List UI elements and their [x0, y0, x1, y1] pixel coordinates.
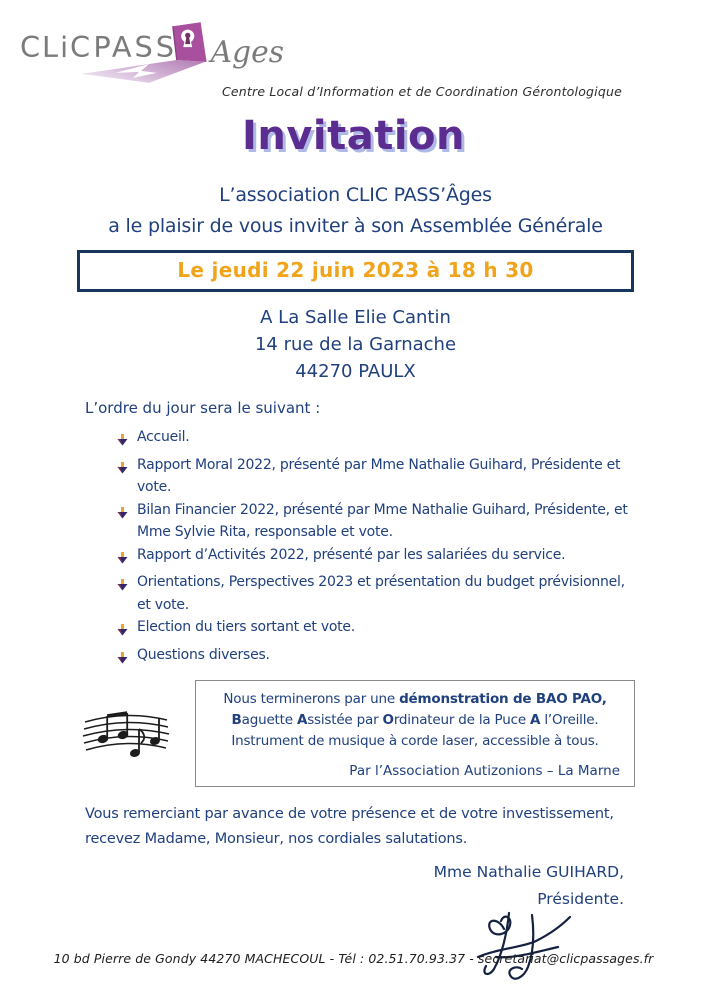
demo-text-segment: A	[530, 712, 541, 728]
agenda-item	[117, 454, 634, 499]
demo-credit: Par l’Association Autizonions – La Marne	[349, 763, 620, 779]
address-line: 14 rue de la Garnache	[254, 334, 457, 355]
demo-text-segment: l’Oreille.	[540, 712, 599, 728]
page-title: Invitation	[241, 113, 466, 159]
agenda-item-text: Bilan Financier 2022, présenté par Mme Nathalie Guihard, Présidente, et Mme Sylvie Rita, responsable et vote.	[137, 501, 628, 540]
agenda-item-text: Election du tiers sortant et vote.	[137, 619, 355, 635]
logo-text-pass: PASS	[93, 30, 178, 65]
agenda-item-text: Accueil.	[137, 429, 190, 445]
down-arrow-bullet-icon	[117, 549, 128, 572]
agenda-item	[117, 644, 634, 672]
demo-text-segment: aguette	[241, 712, 297, 728]
intro-line1: L’association CLIC PASS’Âges	[219, 184, 492, 206]
demo-text-segment: O	[382, 712, 394, 728]
demo-line3: Instrument de musique à corde laser, accessible à tous.	[231, 733, 599, 749]
music-notes-icon	[81, 704, 171, 770]
demo-text-segment: ssistée par	[307, 712, 383, 728]
down-arrow-bullet-icon	[117, 504, 128, 527]
logo-text-ages: Ages	[210, 34, 285, 70]
address-line: A La Salle Elie Cantin	[260, 307, 451, 328]
agenda-list	[77, 426, 634, 671]
letter-body	[77, 180, 634, 1000]
logo-text-clic: CLiC	[19, 30, 93, 65]
demo-text-segment: A	[296, 712, 308, 728]
event-date: Le jeudi 22 juin 2023 à 18 h 30	[177, 258, 534, 282]
date-box	[77, 250, 634, 292]
demo-box	[195, 680, 635, 787]
agenda-item-text: Orientations, Perspectives 2023 et présentation du budget prévisionnel, et vote.	[137, 574, 625, 613]
agenda-item	[117, 571, 634, 616]
demo-text-segment: B	[231, 712, 242, 728]
signature-block	[77, 859, 624, 1000]
intro-line2: a le plaisir de vous inviter à son Assemblée Générale	[108, 215, 603, 237]
down-arrow-bullet-icon	[117, 649, 128, 672]
demo-text-segment: démonstration de BAO PAO,	[399, 691, 607, 707]
agenda-item-text: Rapport d’Activités 2022, présenté par les salariées du service.	[137, 546, 566, 563]
agenda-item	[117, 426, 634, 454]
demo-text-segment: rdinateur de la Puce	[393, 712, 531, 728]
down-arrow-bullet-icon	[117, 621, 128, 644]
demo-line2	[206, 710, 624, 731]
down-arrow-bullet-icon	[117, 576, 128, 599]
demo-line1	[206, 689, 624, 710]
agenda-item	[117, 616, 634, 644]
closing-paragraph: Vous remerciant par avance de votre présence et de votre investissement, recevez Madame, Monsieur, nos cordiales salutations.	[85, 806, 614, 847]
signer-role: Présidente.	[537, 890, 624, 908]
agenda-item	[117, 544, 634, 572]
tagline: Centre Local d’Information et de Coordination Gérontologique	[221, 84, 622, 99]
down-arrow-bullet-icon	[117, 459, 128, 482]
agenda-item-text: Rapport Moral 2022, présenté par Mme Nathalie Guihard, Présidente et vote.	[137, 456, 621, 495]
agenda-heading: L’ordre du jour sera le suivant :	[85, 399, 321, 417]
demo-section	[77, 680, 634, 787]
footer-contact: 10 bd Pierre de Gondy 44270 MACHECOUL - Tél : 02.51.70.93.37 - secretariat@clicpassages.fr	[53, 951, 654, 966]
demo-text-segment: Nous terminerons par une	[223, 691, 400, 707]
signer-name: Mme Nathalie GUIHARD,	[433, 863, 624, 881]
agenda-item	[117, 499, 634, 544]
address-line: 44270 PAULX	[295, 361, 416, 382]
down-arrow-bullet-icon	[117, 431, 128, 454]
agenda-item-text: Questions diverses.	[137, 646, 270, 663]
address-block	[77, 304, 634, 385]
